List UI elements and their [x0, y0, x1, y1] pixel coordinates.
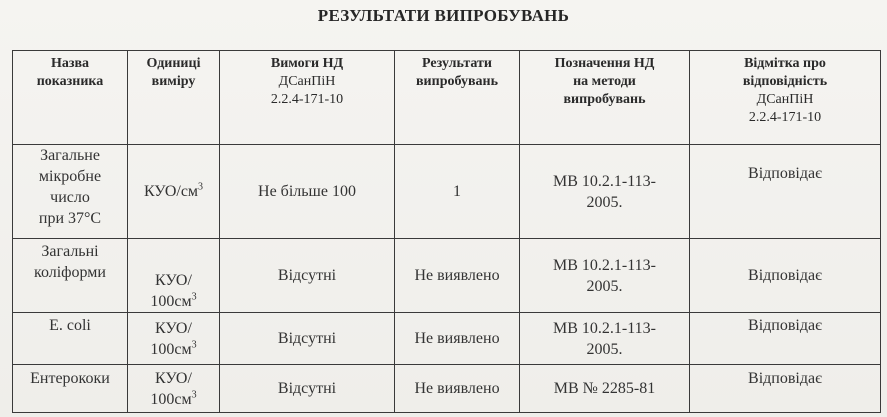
requirement-cell: Не більше 100	[220, 145, 395, 239]
method-cell: МВ 10.2.1-113- 2005.	[520, 145, 690, 239]
requirement-cell: Відсутні	[220, 313, 395, 365]
indicator-cell: Загальні коліформи	[13, 239, 128, 313]
table-row	[13, 145, 881, 239]
header-requirements: Вимоги НД ДСанПіН 2.2.4-171-10	[220, 51, 395, 145]
method-cell: МВ 10.2.1-113- 2005.	[520, 239, 690, 313]
header-test-methods: Позначення НД на методи випробувань	[520, 51, 690, 145]
header-compliance: Відмітка про відповідність ДСанПіН 2.2.4-171-10	[690, 51, 881, 145]
table-row	[13, 313, 881, 365]
compliance-cell: Відповідає	[690, 239, 881, 313]
table-header-row	[13, 51, 881, 145]
header-indicator-name: Назва показника	[13, 51, 128, 145]
requirement-cell: Відсутні	[220, 365, 395, 413]
document-title: РЕЗУЛЬТАТИ ВИПРОБУВАНЬ	[317, 6, 570, 25]
indicator-cell: Загальне мікробне число при 37°С	[13, 145, 128, 239]
compliance-cell: Відповідає	[690, 365, 881, 413]
header-units: Одиниці виміру	[128, 51, 220, 145]
unit-cell: КУО/ $100см^3$	[128, 313, 220, 365]
unit-cell: КУО/ $100см^3$	[128, 365, 220, 413]
table-row	[13, 239, 881, 313]
result-cell: Не виявлено	[395, 365, 520, 413]
result-cell: Не виявлено	[395, 239, 520, 313]
compliance-cell: Відповідає	[690, 313, 881, 365]
indicator-cell: E. coli	[13, 313, 128, 365]
method-cell: МВ № 2285-81	[520, 365, 690, 413]
unit-cell: КУО/ $100см^3$	[128, 239, 220, 313]
results-table	[12, 50, 881, 413]
table-row	[13, 365, 881, 413]
compliance-cell: Відповідає	[690, 145, 881, 239]
result-cell: 1	[395, 145, 520, 239]
header-results: Результати випробувань	[395, 51, 520, 145]
indicator-cell: Ентерококи	[13, 365, 128, 413]
unit-cell: КУО/$см^3$	[128, 145, 220, 239]
method-cell: МВ 10.2.1-113- 2005.	[520, 313, 690, 365]
result-cell: Не виявлено	[395, 313, 520, 365]
requirement-cell: Відсутні	[220, 239, 395, 313]
